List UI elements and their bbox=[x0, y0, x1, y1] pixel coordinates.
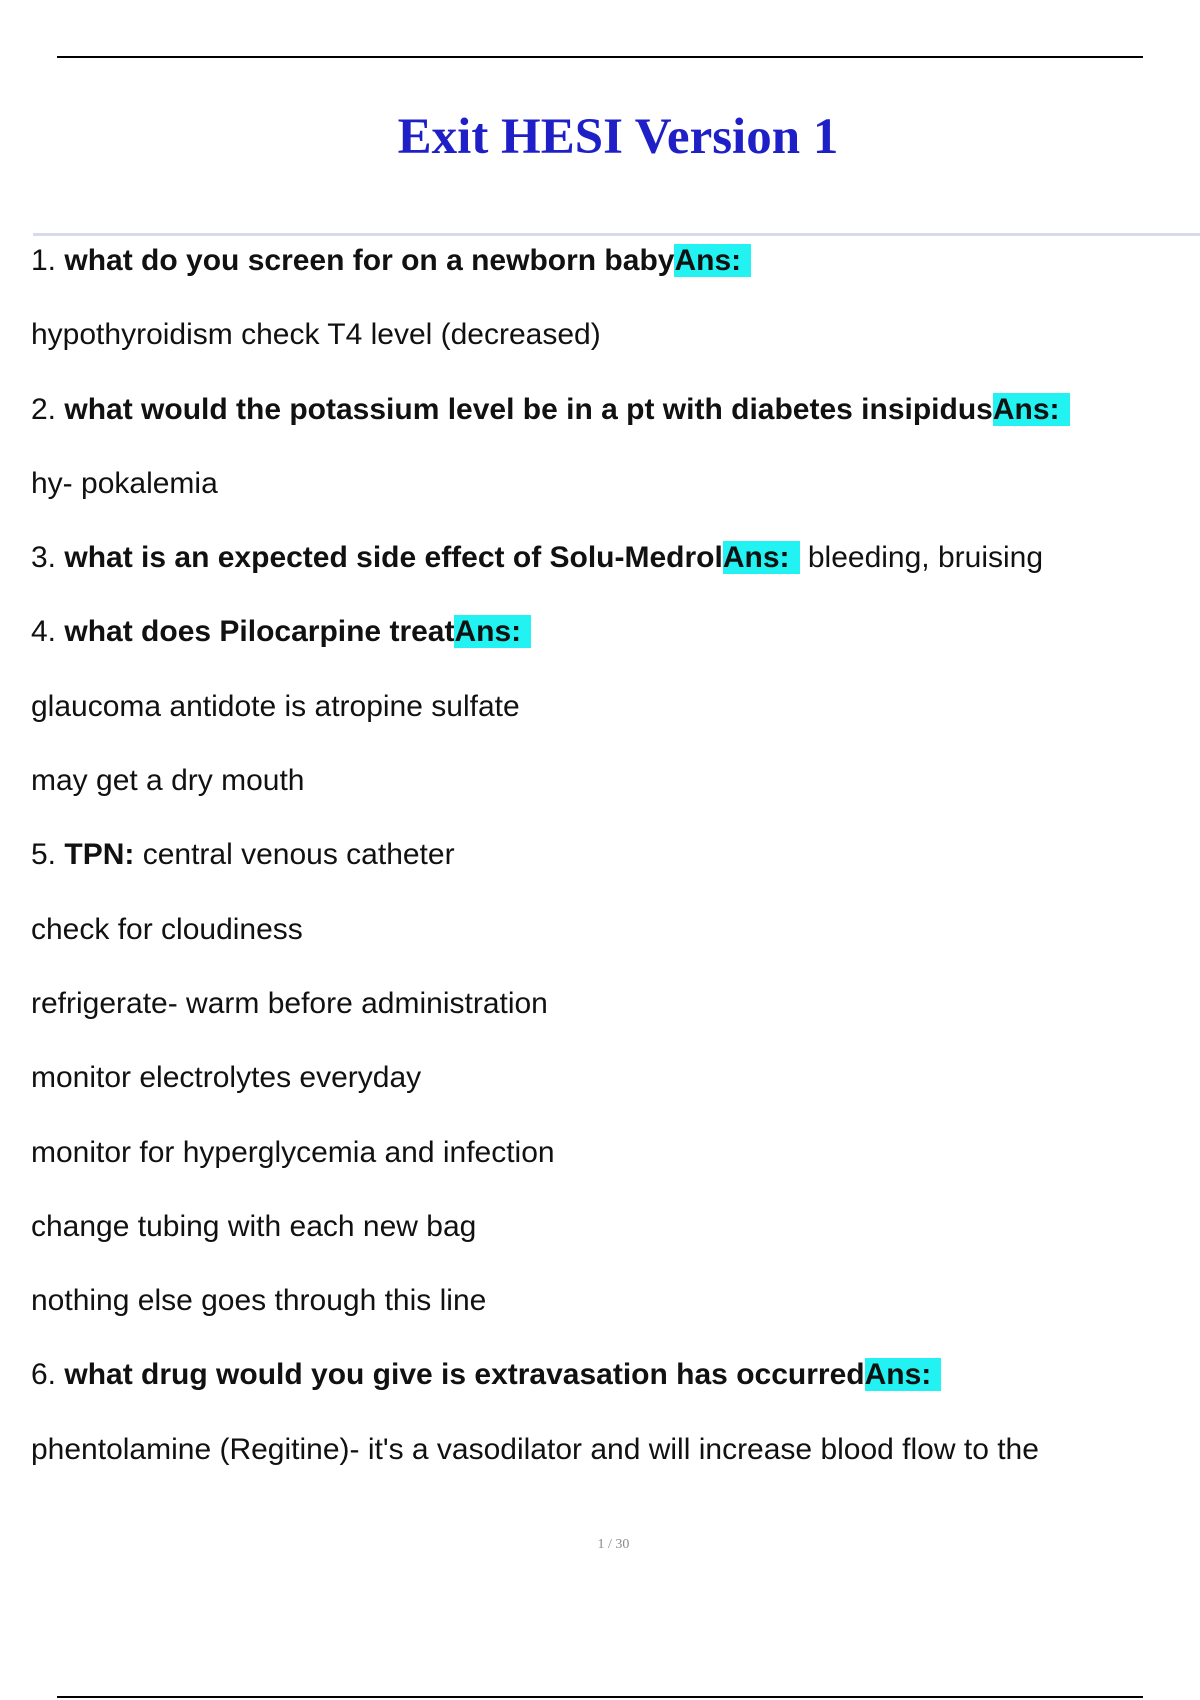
answer-line: phentolamine (Regitine)- it's a vasodilator and will increase blood flow to the bbox=[31, 1432, 1039, 1466]
answer-line: check for cloudiness bbox=[31, 912, 303, 946]
answer-label: Ans: bbox=[454, 615, 531, 648]
question-2 bbox=[31, 389, 1191, 463]
top-rule bbox=[57, 56, 1143, 58]
question-text: what would the potassium level be in a pt with diabetes insipidus bbox=[64, 392, 993, 426]
answer-line: monitor electrolytes everyday bbox=[31, 1061, 422, 1095]
answer-line: glaucoma antidote is atropine sulfate bbox=[31, 689, 520, 723]
question-5 bbox=[31, 834, 1191, 908]
document-title: Exit HESI Version 1 bbox=[397, 109, 839, 165]
question-text: what drug would you give is extravasation has occurred bbox=[64, 1358, 865, 1392]
question-number: 4. bbox=[31, 615, 57, 649]
answer-line: monitor for hyperglycemia and infection bbox=[31, 1135, 555, 1169]
question-4 bbox=[31, 611, 1191, 685]
page-number: 1 / 30 bbox=[597, 1537, 630, 1552]
answer-line: hy- pokalemia bbox=[31, 466, 218, 500]
question-text: TPN: bbox=[64, 838, 135, 872]
answer-label: Ans: bbox=[993, 393, 1070, 426]
question-3 bbox=[31, 537, 1191, 611]
answer-label: Ans: bbox=[674, 244, 751, 277]
question-number: 6. bbox=[31, 1358, 57, 1392]
question-6 bbox=[31, 1354, 1191, 1428]
question-number: 5. bbox=[31, 838, 57, 872]
bottom-rule bbox=[57, 1696, 1143, 1698]
answer-line: change tubing with each new bag bbox=[31, 1209, 477, 1243]
question-text: what do you screen for on a newborn baby bbox=[64, 244, 675, 277]
question-text: what does Pilocarpine treat bbox=[64, 615, 455, 649]
question-number: 2. bbox=[31, 392, 57, 426]
question-text: what is an expected side effect of Solu-Medrol bbox=[64, 541, 723, 575]
inline-answer: central venous catheter bbox=[142, 838, 455, 872]
question-1 bbox=[31, 240, 1191, 314]
answer-label: Ans: bbox=[723, 541, 800, 574]
question-number: 3. bbox=[31, 541, 57, 575]
qa-list bbox=[31, 240, 1191, 1503]
answer-line: may get a dry mouth bbox=[31, 764, 305, 798]
answer-line: hypothyroidism check T4 level (decreased) bbox=[31, 318, 601, 352]
inline-answer: bleeding, bruising bbox=[807, 541, 1044, 575]
answer-line: refrigerate- warm before administration bbox=[31, 986, 548, 1020]
question-number: 1. bbox=[31, 244, 57, 277]
answer-label: Ans: bbox=[865, 1358, 942, 1391]
title-divider bbox=[33, 233, 1200, 236]
answer-line: nothing else goes through this line bbox=[31, 1284, 487, 1318]
